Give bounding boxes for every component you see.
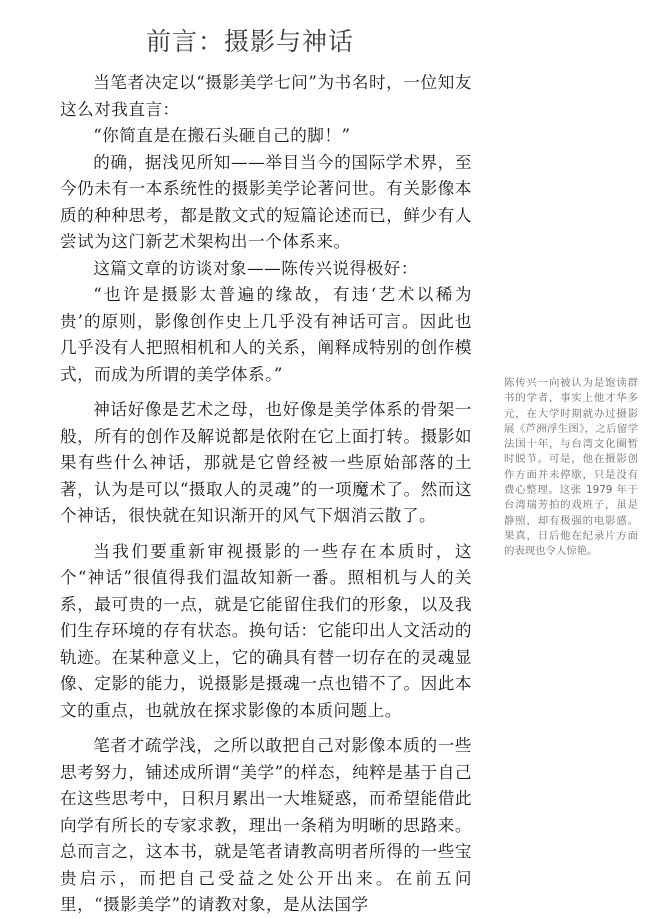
sidebar-note: 陈传兴一向被认为是饱读群书的学者，事实上他才华多元，在大学时期就办过摄影展《芦洲浮生图》，之后留学法国十年，与台湾文化圈暂时脱节。可是，他在摄影创作方面并未停歇，只是没有费心整理。这张 1979 年于台湾瑞芳拍的戏班子，虽是静照，却有极强的电影感。果真，日后他在纪录片方面的表现也令人惊艳。 [504,377,638,558]
paragraph-intro: 当笔者决定以“摄影美学七问”为书名时，一位知友这么对我直言： [60,73,472,119]
paragraph-essence: 当我们要重新审视摄影的一些存在本质时，这个“神话”很值得我们温故知新一番。照相机与人的关系，最可贵的一点，就是它能留住我们的形象，以及我们生存环境的存有状态。换句话：它能印出人文活动的轨迹。在某种意义上，它的确具有替一切存在的灵魂显像、定影的能力，说摄影是摄魂一点也错不了。因此本文的重点，也就放在探求影像的本质问题上。 [60,541,472,720]
paragraph-quote-friend: “你简直是在搬石头砸自己的脚！” [93,126,351,145]
page-title: 前言：摄影与神话 [145,27,354,56]
paragraph-chen-quote: “也许是摄影太普遍的缘故，有违‘艺术以稀为贵’的原则，影像创作史上几乎没有神话可言。因此也几乎没有人把照相机和人的关系，阐释成特别的创作模式，而成为所谓的美学体系。” [60,285,472,384]
body-text [60,70,472,919]
paragraph-myth: 神话好像是艺术之母，也好像是美学体系的骨架一般，所有的创作及解说都是依附在它上面打转。摄影如果有些什么神话，那就是它曾经被一些原始部落的土著，认为是可以“摄取人的灵魂”的一项魔术了。然而这个神话，很快就在知识渐开的风气下烟消云散了。 [60,400,472,525]
paragraph-interviewee: 这篇文章的访谈对象——陈传兴说得极好： [93,258,418,278]
paragraph-author: 笔者才疏学浅，之所以敢把自己对影像本质的一些思考努力，铺述成所谓“美学”的样态，纯粹是基于自己在这些思考中，日积月累出一大堆疑惑，而希望能借此向学有所长的专家求教，理出一条稍为明晰的思路来。总而言之，这本书，就是笔者请教高明者所得的一些宝贵启示，而把自己受益之处公开出来。在前五问里，“摄影美学”的请教对象，是从法国学 [60,736,472,914]
paragraph-no-treatise: 的确，据浅见所知——举目当今的国际学术界，至今仍未有一本系统性的摄影美学论著问世。有关影像本质的种种思考，都是散文式的短篇论述而已，鲜少有人尝试为这门新艺术架构出一个体系来。 [60,152,472,251]
